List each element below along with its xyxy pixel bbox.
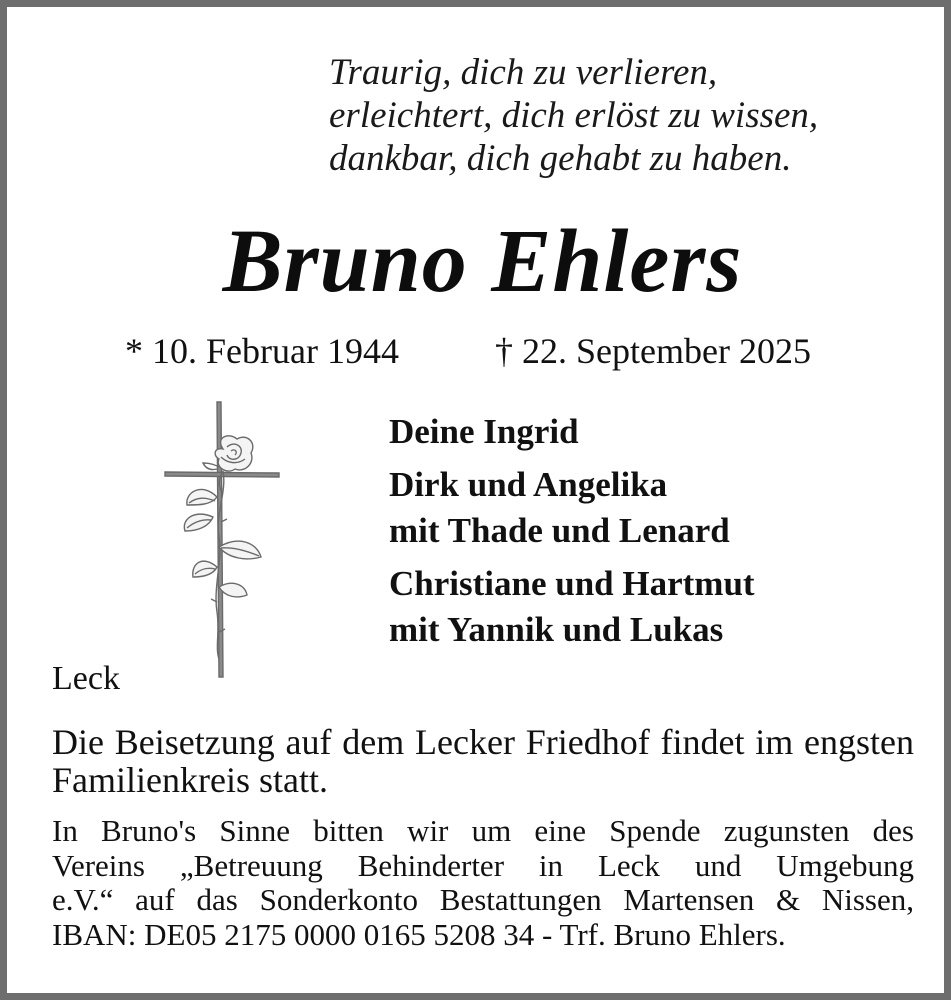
donation-line: Vereins „Betreuung Behinderter in Leck und Umgebung [52, 847, 914, 883]
poem-line: erleichtert, dich erlöst zu wissen, [329, 95, 819, 136]
poem-line: Traurig, dich zu verlieren, [329, 52, 718, 93]
donation-line: In Bruno's Sinne bitten wir um eine Spende zugunsten des [52, 813, 914, 848]
donation-line: IBAN: DE05 2175 0000 0165 5208 34 - Trf. Bruno Ehlers. [52, 916, 786, 952]
poem [329, 51, 818, 180]
family-list [389, 409, 755, 660]
donation-line: e.V.“ auf das Sonderkonto Bestattungen Martensen & Nissen, [52, 882, 914, 917]
poem-line: dankbar, dich gehabt zu haben. [329, 138, 792, 179]
family-line: Christiane und Hartmut [389, 564, 755, 603]
family-group [389, 462, 755, 554]
family-line: mit Yannik und Lukas [389, 610, 724, 649]
birth-date: * 10. Februar 1944 [125, 331, 399, 371]
family-line: Dirk und Angelika [389, 465, 668, 504]
deceased-name: Bruno Ehlers [222, 212, 743, 311]
cross-with-rose-icon [157, 397, 287, 682]
place-name: Leck [52, 660, 120, 697]
donation-notice [52, 814, 914, 952]
death-date: † 22. September 2025 [495, 331, 811, 371]
family-group [389, 409, 755, 455]
family-line: Deine Ingrid [389, 412, 579, 451]
burial-notice: Die Beisetzung auf dem Lecker Friedhof findet im engsten Familienkreis statt. [52, 722, 914, 800]
family-line: mit Thade und Lenard [389, 511, 730, 550]
family-group [389, 561, 755, 653]
